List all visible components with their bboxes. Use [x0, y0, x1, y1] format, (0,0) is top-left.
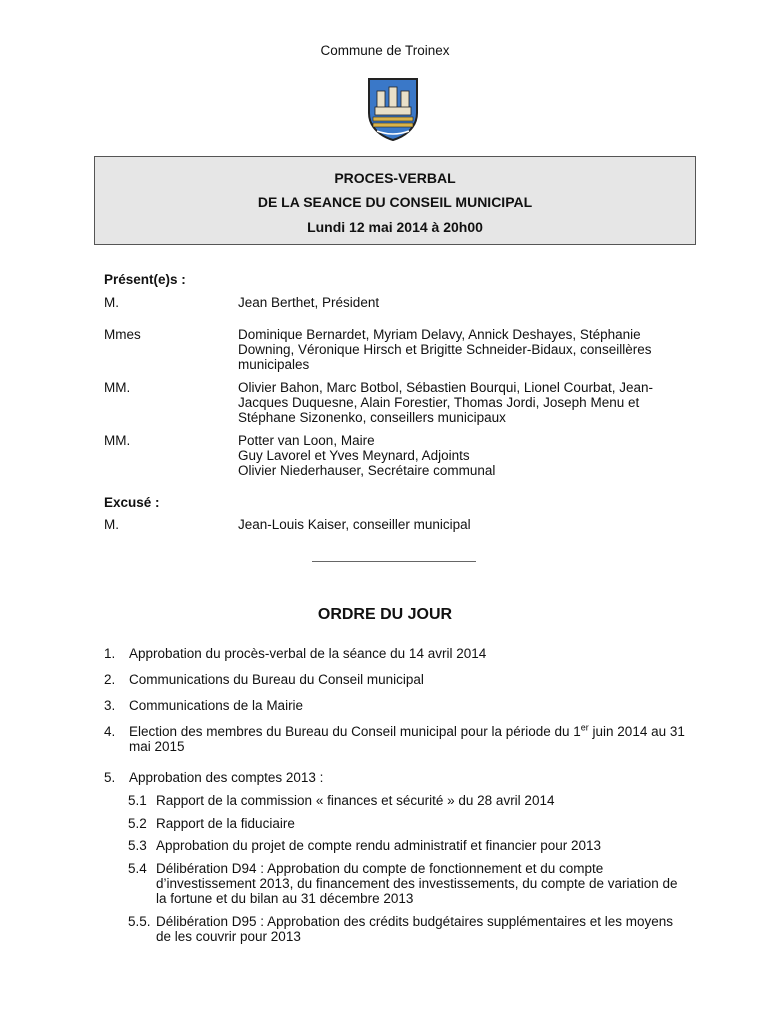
separator-line: [312, 561, 476, 562]
title-line-2: DE LA SEANCE DU CONSEIL MUNICIPAL: [257, 194, 533, 210]
present-value-4-line-2: Guy Lavorel et Yves Meynard, Adjoints: [238, 448, 470, 463]
agenda-item-number: 5.: [104, 770, 116, 785]
agenda-item-text: Approbation des comptes 2013 :: [129, 770, 324, 785]
excuse-value: Jean-Louis Kaiser, conseiller municipal: [238, 517, 471, 532]
agenda-item-text-a: Election des membres du Bureau du Conseil municipal pour la période du 1: [129, 724, 581, 739]
agenda-item-number: 2.: [104, 672, 116, 687]
present-value-4: [238, 433, 678, 478]
present-label-2: Mmes: [104, 327, 141, 342]
agenda-item-text: Approbation du procès-verbal de la séance du 14 avril 2014: [129, 646, 487, 661]
title-line-1: PROCES-VERBAL: [334, 170, 456, 186]
coat-of-arms-icon: [367, 77, 419, 141]
present-value-2: Dominique Bernardet, Myriam Delavy, Annick Deshayes, Stéphanie Downing, Véronique Hirsch et Brigitte Schneider-Bidaux, conseillères municipales: [238, 327, 652, 372]
present-value-4-line-3: Olivier Niederhauser, Secrétaire communal: [238, 463, 496, 478]
agenda-subitem-number: 5.3: [128, 838, 147, 853]
agenda-subitem-number: 5.4: [128, 861, 147, 876]
agenda-subitem-number: 5.5.: [128, 914, 151, 929]
agenda-item-sup: er: [580, 722, 589, 733]
agenda-item-number: 1.: [104, 646, 116, 661]
agenda-subitem-number: 5.2: [128, 816, 147, 831]
present-value-1: Jean Berthet, Président: [238, 295, 380, 310]
excuse-label: M.: [104, 517, 119, 532]
agenda-subitem-text: Délibération D95 : Approbation des crédits budgétaires supplémentaires et les moyens de les couvrir pour 2013: [156, 914, 674, 944]
present-heading: Présent(e)s :: [104, 272, 186, 287]
present-label-3: MM.: [104, 380, 131, 395]
agenda-subitem-text: Délibération D94 : Approbation du compte de fonctionnement et du compte d’investissement 2013, du financement des investissements, du compte de variation de la fortune et du bilan au 31 décembre 2013: [156, 861, 678, 906]
agenda-title: ORDRE DU JOUR: [317, 606, 453, 623]
agenda-subitem-text: Approbation du projet de compte rendu administratif et financier pour 2013: [156, 838, 602, 853]
present-value-4-line-1: Potter van Loon, Maire: [238, 433, 375, 448]
present-value-3: Olivier Bahon, Marc Botbol, Sébastien Bourqui, Lionel Courbat, Jean-Jacques Duquesne, Alain Forestier, Thomas Jordi, Joseph Menu et Stéphane Sizonenko, conseillers municipaux: [238, 380, 653, 425]
excuse-heading: Excusé :: [104, 495, 160, 510]
agenda-item-number: 4.: [104, 724, 116, 739]
agenda-subitem-text: Rapport de la fiduciaire: [156, 816, 295, 831]
agenda-item-text-b: juin 2014 au 31 mai 2015: [129, 724, 685, 754]
agenda-item-text: Communications de la Mairie: [129, 698, 304, 713]
agenda-item-text: Communications du Bureau du Conseil municipal: [129, 672, 424, 687]
title-line-3: Lundi 12 mai 2014 à 20h00: [307, 219, 483, 235]
commune-name: Commune de Troinex: [320, 43, 450, 58]
agenda-subitem-text: Rapport de la commission « finances et sécurité » du 28 avril 2014: [156, 793, 555, 808]
present-label-1: M.: [104, 295, 119, 310]
agenda-item-number: 3.: [104, 698, 116, 713]
present-label-4: MM.: [104, 433, 131, 448]
agenda-item-text: [129, 724, 699, 754]
agenda-subitem-number: 5.1: [128, 793, 147, 808]
title-box: [94, 156, 696, 245]
